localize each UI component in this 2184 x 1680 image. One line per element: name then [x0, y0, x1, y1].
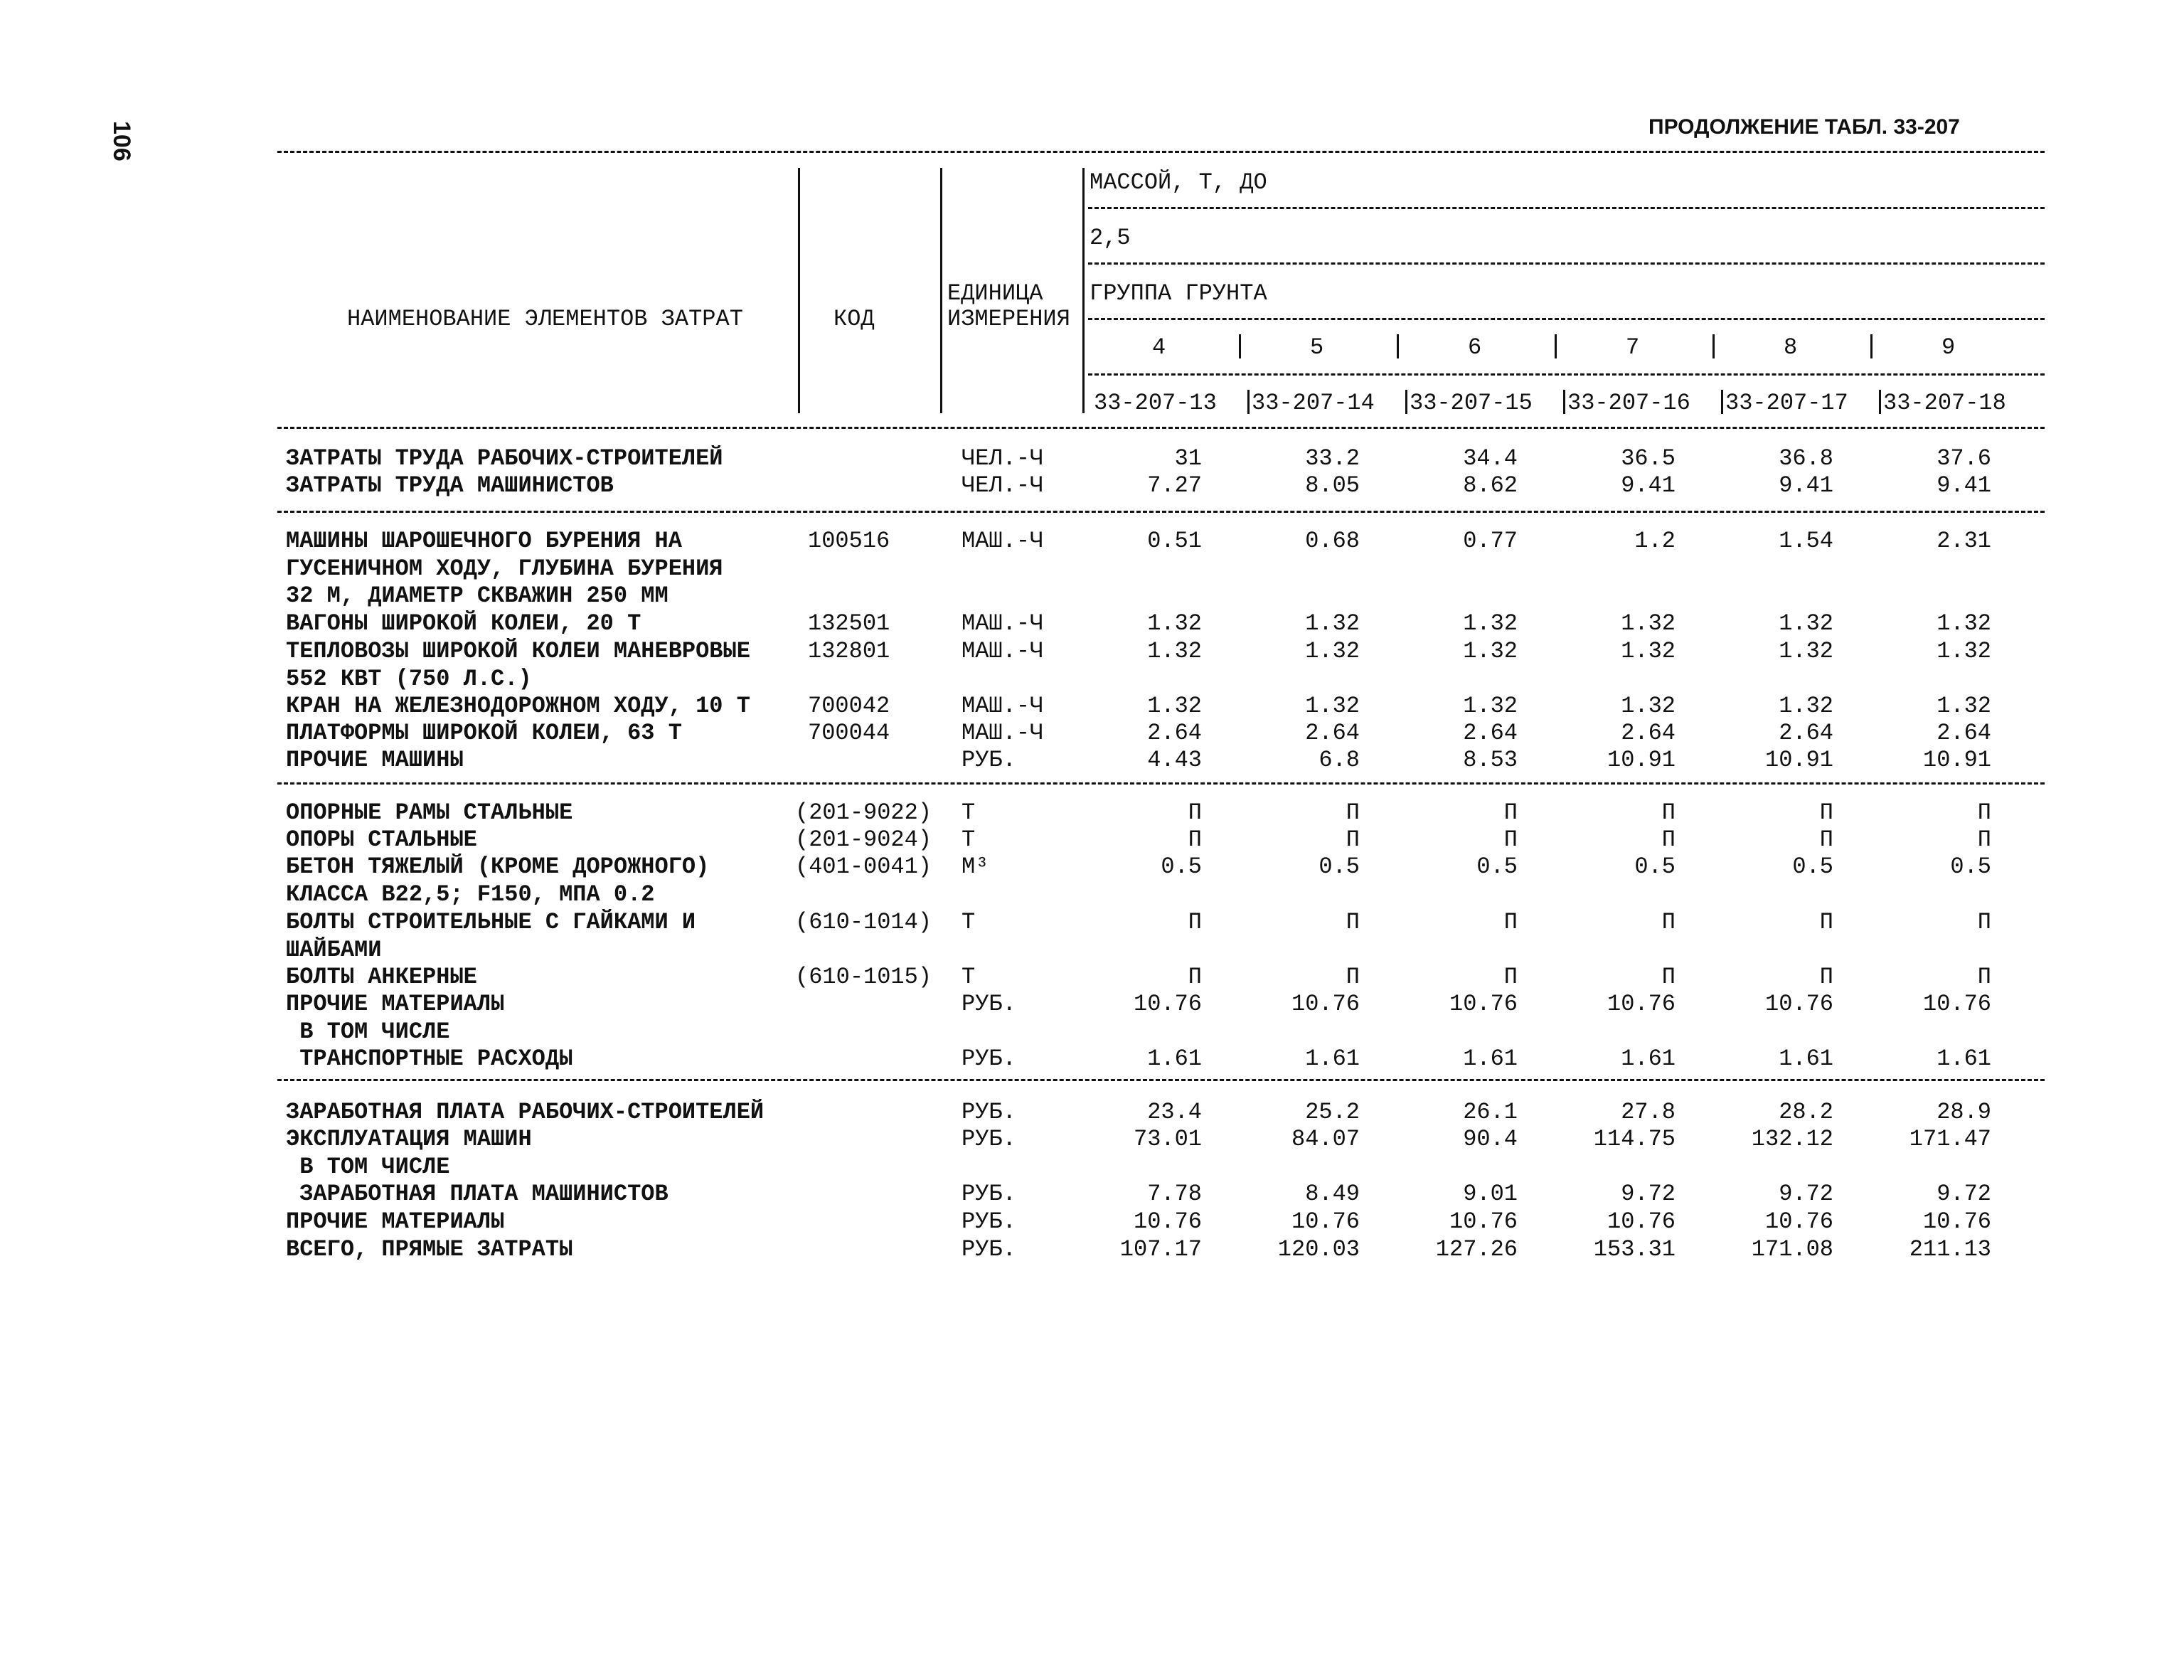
row-name: ТЕПЛОВОЗЫ ШИРОКОЙ КОЛЕИ МАНЕВРОВЫЕ: [286, 638, 750, 664]
row-value: 2.64: [1305, 720, 1360, 746]
row-value: 0.68: [1305, 528, 1360, 554]
row-value: 120.03: [1277, 1236, 1360, 1262]
row-name: ВАГОНЫ ШИРОКОЙ КОЛЕИ, 20 Т: [286, 610, 641, 637]
row-value: 10.76: [1449, 1208, 1518, 1235]
row-name: БОЛТЫ СТРОИТЕЛЬНЫЕ С ГАЙКАМИ И: [286, 909, 696, 935]
header-rule: [1088, 207, 2045, 209]
row-unit: РУБ.: [962, 991, 1016, 1017]
group-divider: [1397, 334, 1399, 358]
row-code: (610-1015): [795, 964, 932, 990]
row-code: (201-9022): [795, 799, 932, 826]
row-value: 10.76: [1607, 1208, 1676, 1235]
row-value: 1.61: [1621, 1046, 1676, 1072]
row-value: 9.72: [1779, 1181, 1833, 1207]
mass-value: 2,5: [1090, 225, 1131, 251]
row-value: 26.1: [1463, 1099, 1518, 1125]
row-unit: МАШ.-Ч: [962, 610, 1044, 637]
row-unit: Т: [962, 799, 976, 826]
row-value: 9.41: [1937, 472, 1991, 499]
unit-header-1: ЕДИНИЦА: [947, 280, 1043, 307]
row-value: 1.32: [1937, 610, 1991, 637]
row-value: П: [1819, 826, 1833, 853]
group-divider: [1870, 334, 1873, 358]
code-column-header: КОД: [833, 306, 875, 332]
row-value: 2.64: [1937, 720, 1991, 746]
row-name: ЗАРАБОТНАЯ ПЛАТА МАШИНИСТОВ: [286, 1181, 668, 1207]
group-divider: [1712, 334, 1715, 358]
row-value: 10.76: [1291, 1208, 1360, 1235]
row-value: 114.75: [1593, 1126, 1676, 1152]
row-code: (201-9024): [795, 826, 932, 853]
row-value: П: [1819, 799, 1833, 826]
row-value: 1.32: [1147, 693, 1202, 719]
row-value: 0.51: [1147, 528, 1202, 554]
row-value: 171.47: [1909, 1126, 1991, 1152]
row-value: 0.5: [1319, 854, 1360, 880]
row-value: 0.5: [1950, 854, 1991, 880]
group-number: 9: [1941, 334, 1956, 361]
row-value: 33.2: [1305, 445, 1360, 472]
row-name: КРАН НА ЖЕЛЕЗНОДОРОЖНОМ ХОДУ, 10 Т: [286, 693, 750, 719]
row-value: П: [1977, 826, 1991, 853]
row-value: 1.32: [1779, 638, 1833, 664]
row-name: ШАЙБАМИ: [286, 936, 382, 963]
soil-group-header: ГРУППА ГРУНТА: [1090, 280, 1267, 307]
row-name: ЗАРАБОТНАЯ ПЛАТА РАБОЧИХ-СТРОИТЕЛЕЙ: [286, 1099, 765, 1125]
row-value: П: [1661, 799, 1676, 826]
row-name: МАШИНЫ ШАРОШЕЧНОГО БУРЕНИЯ НА: [286, 528, 682, 554]
row-code: 700044: [808, 720, 890, 746]
row-value: П: [1346, 909, 1360, 935]
row-value: 1.61: [1937, 1046, 1991, 1072]
row-value: П: [1188, 826, 1202, 853]
row-value: П: [1346, 799, 1360, 826]
row-name: ЗАТРАТЫ ТРУДА РАБОЧИХ-СТРОИТЕЛЕЙ: [286, 445, 723, 472]
row-value: 132.12: [1751, 1126, 1833, 1152]
row-value: П: [1188, 964, 1202, 990]
row-value: 1.61: [1305, 1046, 1360, 1072]
header-rule: [1088, 318, 2045, 320]
row-value: 1.32: [1147, 638, 1202, 664]
row-value: П: [1977, 964, 1991, 990]
row-value: 0.77: [1463, 528, 1518, 554]
row-value: 10.91: [1922, 747, 1991, 773]
row-value: 1.32: [1463, 610, 1518, 637]
row-value: 10.76: [1922, 991, 1991, 1017]
code-divider: [1247, 390, 1250, 414]
code-divider: [1879, 390, 1881, 414]
row-value: 153.31: [1593, 1236, 1676, 1262]
header-bottom-rule: [277, 427, 2045, 429]
row-code: 100516: [808, 528, 890, 554]
row-value: 0.5: [1792, 854, 1833, 880]
row-value: 2.64: [1463, 720, 1518, 746]
table-code: 33-207-14: [1252, 390, 1375, 416]
row-value: 10.76: [1449, 991, 1518, 1017]
row-unit: РУБ.: [962, 1208, 1016, 1235]
row-value: П: [1503, 826, 1518, 853]
table-caption: ПРОДОЛЖЕНИЕ ТАБЛ. 33-207: [1648, 115, 1960, 139]
row-value: 1.54: [1779, 528, 1833, 554]
row-unit: М³: [962, 854, 989, 880]
row-value: 8.53: [1463, 747, 1518, 773]
row-name: КЛАССА В22,5; F150, МПА 0.2: [286, 881, 655, 908]
row-value: 36.5: [1621, 445, 1676, 472]
row-value: 0.5: [1476, 854, 1518, 880]
code-divider: [1721, 390, 1723, 414]
row-value: 2.64: [1779, 720, 1833, 746]
row-unit: Т: [962, 826, 976, 853]
row-unit: Т: [962, 964, 976, 990]
row-value: 10.76: [1133, 991, 1202, 1017]
row-unit: РУБ.: [962, 1126, 1016, 1152]
row-value: 28.9: [1937, 1099, 1991, 1125]
group-divider: [1555, 334, 1557, 358]
group-number: 7: [1626, 334, 1640, 361]
row-value: 27.8: [1621, 1099, 1676, 1125]
row-value: 10.91: [1607, 747, 1676, 773]
row-name: ПРОЧИЕ МАТЕРИАЛЫ: [286, 1208, 505, 1235]
row-value: 8.49: [1305, 1181, 1360, 1207]
row-value: 7.78: [1147, 1181, 1202, 1207]
row-value: 36.8: [1779, 445, 1833, 472]
header-divider: [798, 168, 800, 413]
row-value: 28.2: [1779, 1099, 1833, 1125]
row-value: 0.5: [1634, 854, 1676, 880]
row-value: П: [1819, 909, 1833, 935]
row-value: 84.07: [1291, 1126, 1360, 1152]
group-number: 8: [1784, 334, 1798, 361]
row-value: 37.6: [1937, 445, 1991, 472]
row-value: 1.32: [1779, 610, 1833, 637]
row-name: ЗАТРАТЫ ТРУДА МАШИНИСТОВ: [286, 472, 614, 499]
row-unit: МАШ.-Ч: [962, 720, 1044, 746]
page-number: 106: [108, 121, 135, 161]
row-code: (401-0041): [795, 854, 932, 880]
row-value: 1.32: [1937, 693, 1991, 719]
table-code: 33-207-15: [1410, 390, 1533, 416]
row-name: ОПОРНЫЕ РАМЫ СТАЛЬНЫЕ: [286, 799, 573, 826]
row-value: 171.08: [1751, 1236, 1833, 1262]
row-value: 1.32: [1305, 610, 1360, 637]
row-value: П: [1661, 826, 1676, 853]
table-code: 33-207-13: [1094, 390, 1217, 416]
row-name: ГУСЕНИЧНОМ ХОДУ, ГЛУБИНА БУРЕНИЯ: [286, 555, 723, 582]
row-value: 10.76: [1133, 1208, 1202, 1235]
code-divider: [1405, 390, 1407, 414]
section-rule: [277, 511, 2045, 513]
row-value: 1.32: [1463, 693, 1518, 719]
section-rule: [277, 1079, 2045, 1081]
row-value: 1.32: [1621, 638, 1676, 664]
row-value: П: [1503, 799, 1518, 826]
row-unit: РУБ.: [962, 1099, 1016, 1125]
row-value: П: [1346, 964, 1360, 990]
row-value: 10.76: [1607, 991, 1676, 1017]
row-unit: МАШ.-Ч: [962, 693, 1044, 719]
row-value: 9.41: [1779, 472, 1833, 499]
row-value: П: [1661, 964, 1676, 990]
row-unit: РУБ.: [962, 1046, 1016, 1072]
row-value: 90.4: [1463, 1126, 1518, 1152]
header-rule: [1088, 262, 2045, 265]
row-value: 1.32: [1305, 693, 1360, 719]
row-value: П: [1977, 799, 1991, 826]
row-value: 127.26: [1435, 1236, 1518, 1262]
row-value: 9.72: [1621, 1181, 1676, 1207]
row-value: 10.76: [1764, 991, 1833, 1017]
row-value: 31: [1174, 445, 1202, 472]
row-value: 1.32: [1463, 638, 1518, 664]
row-name: ТРАНСПОРТНЫЕ РАСХОДЫ: [286, 1046, 573, 1072]
row-value: 10.76: [1764, 1208, 1833, 1235]
row-unit: ЧЕЛ.-Ч: [962, 445, 1044, 472]
row-name: ПРОЧИЕ МАШИНЫ: [286, 747, 464, 773]
row-value: 1.61: [1147, 1046, 1202, 1072]
row-value: 1.32: [1621, 693, 1676, 719]
row-value: П: [1819, 964, 1833, 990]
row-value: 1.32: [1147, 610, 1202, 637]
row-value: 1.32: [1779, 693, 1833, 719]
row-name: ВСЕГО, ПРЯМЫЕ ЗАТРАТЫ: [286, 1236, 573, 1262]
row-value: 25.2: [1305, 1099, 1360, 1125]
header-divider: [1082, 168, 1085, 413]
row-value: 1.32: [1305, 638, 1360, 664]
row-value: П: [1188, 799, 1202, 826]
row-name: 32 М, ДИАМЕТР СКВАЖИН 250 ММ: [286, 583, 668, 610]
row-value: П: [1977, 909, 1991, 935]
row-name: ПЛАТФОРМЫ ШИРОКОЙ КОЛЕИ, 63 Т: [286, 720, 682, 746]
row-value: 7.27: [1147, 472, 1202, 499]
row-value: 2.31: [1937, 528, 1991, 554]
row-value: 1.61: [1779, 1046, 1833, 1072]
row-value: 211.13: [1909, 1236, 1991, 1262]
row-unit: ЧЕЛ.-Ч: [962, 472, 1044, 499]
row-value: П: [1188, 909, 1202, 935]
row-value: 9.72: [1937, 1181, 1991, 1207]
group-divider: [1239, 334, 1241, 358]
row-unit: МАШ.-Ч: [962, 638, 1044, 664]
group-number: 6: [1468, 334, 1482, 361]
section-rule: [277, 782, 2045, 785]
row-name: В ТОМ ЧИСЛЕ: [286, 1153, 450, 1180]
row-value: П: [1503, 909, 1518, 935]
unit-header-2: ИЗМЕРЕНИЯ: [947, 306, 1070, 332]
row-value: 9.41: [1621, 472, 1676, 499]
header-divider: [940, 168, 942, 413]
row-name: БОЛТЫ АНКЕРНЫЕ: [286, 964, 477, 990]
row-value: 10.76: [1291, 991, 1360, 1017]
row-value: 10.76: [1922, 1208, 1991, 1235]
row-value: 1.32: [1621, 610, 1676, 637]
table-code: 33-207-17: [1725, 390, 1848, 416]
row-name: БЕТОН ТЯЖЕЛЫЙ (КРОМЕ ДОРОЖНОГО): [286, 854, 710, 880]
row-value: 1.2: [1634, 528, 1676, 554]
row-code: 700042: [808, 693, 890, 719]
group-number: 5: [1310, 334, 1324, 361]
row-unit: РУБ.: [962, 1236, 1016, 1262]
row-value: П: [1346, 826, 1360, 853]
row-value: 8.05: [1305, 472, 1360, 499]
row-name: 552 КВТ (750 Л.С.): [286, 665, 532, 692]
row-value: 2.64: [1621, 720, 1676, 746]
row-unit: РУБ.: [962, 747, 1016, 773]
row-value: 8.62: [1463, 472, 1518, 499]
table-code: 33-207-18: [1883, 390, 2006, 416]
row-value: 2.64: [1147, 720, 1202, 746]
row-name: ЭКСПЛУАТАЦИЯ МАШИН: [286, 1126, 532, 1152]
row-name: ОПОРЫ СТАЛЬНЫЕ: [286, 826, 477, 853]
row-unit: МАШ.-Ч: [962, 528, 1044, 554]
row-value: 1.61: [1463, 1046, 1518, 1072]
name-column-header: НАИМЕНОВАНИЕ ЭЛЕМЕНТОВ ЗАТРАТ: [347, 306, 743, 332]
row-value: 34.4: [1463, 445, 1518, 472]
row-value: 4.43: [1147, 747, 1202, 773]
group-number: 4: [1152, 334, 1166, 361]
row-value: 107.17: [1119, 1236, 1202, 1262]
row-value: 10.91: [1764, 747, 1833, 773]
row-value: 6.8: [1319, 747, 1360, 773]
row-value: 0.5: [1161, 854, 1202, 880]
row-value: 9.01: [1463, 1181, 1518, 1207]
row-value: 23.4: [1147, 1099, 1202, 1125]
mass-header: МАССОЙ, Т, ДО: [1090, 169, 1267, 196]
row-code: 132501: [808, 610, 890, 637]
row-unit: РУБ.: [962, 1181, 1016, 1207]
row-name: В ТОМ ЧИСЛЕ: [286, 1018, 450, 1045]
code-divider: [1563, 390, 1565, 414]
row-value: П: [1503, 964, 1518, 990]
row-value: П: [1661, 909, 1676, 935]
header-rule: [1088, 373, 2045, 376]
row-code: 132801: [808, 638, 890, 664]
row-value: 1.32: [1937, 638, 1991, 664]
row-code: (610-1014): [795, 909, 932, 935]
row-value: 73.01: [1133, 1126, 1202, 1152]
table-code: 33-207-16: [1567, 390, 1690, 416]
table-top-rule: [277, 151, 2045, 153]
row-name: ПРОЧИЕ МАТЕРИАЛЫ: [286, 991, 505, 1017]
row-unit: Т: [962, 909, 976, 935]
